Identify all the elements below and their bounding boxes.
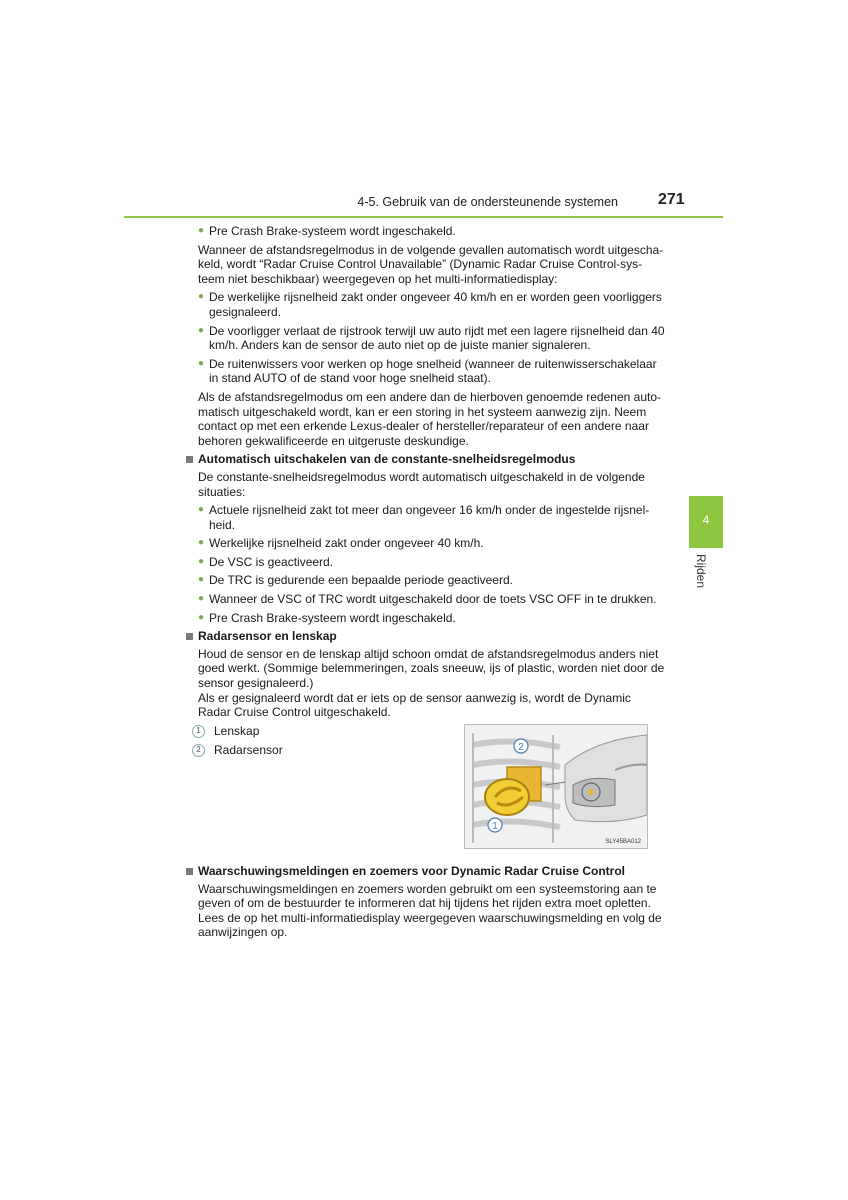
figure-code: SLY45BA012 [605,839,641,845]
paragraph: Wanneer de afstandsregelmodus in de volgende gevallen automatisch wordt uitgescha-keld, wordt “Radar Cruise Control Unavailable” (Dynamic Radar Cruise Control-sys-teem niet beschikbaar) weergegeven op het multi-informatiedisplay: [198,242,664,286]
callout-number: 1 [192,725,205,738]
section-heading: Waarschuwingsmeldingen en zoemers voor Dynamic Radar Cruise Control [186,864,666,879]
paragraph: Als de afstandsregelmodus om een andere dan de hierboven genoemde redenen auto-matisch uitgeschakeld wordt, kan er een storing in het systeem aanwezig zijn. Neem contact op met een erkende Lexus-dealer of hersteller/reparateur of een andere naar behoren gekwalificeerde en uitgeruste deskundige. [198,389,661,448]
section-heading: Radarsensor en lenskap [186,629,666,644]
list-item: ● Werkelijke rijsnelheid zakt onder ongeveer 40 km/h. [198,536,484,551]
square-bullet-icon [186,456,193,463]
callout-item: 1 Lenskap [192,724,666,739]
bullet-icon: ● [198,357,205,369]
page-number: 271 [658,191,685,208]
svg-text:2: 2 [518,742,524,753]
paragraph: Als er gesignaleerd wordt dat er iets op de sensor aanwezig is, wordt de Dynamic Radar Cruise Control uitgeschakeld. [198,690,631,720]
list-item: ● Actuele rijsnelheid zakt tot meer dan ongeveer 16 km/h onder de ingestelde rijsnel-heid. [198,503,650,532]
bullet-icon: ● [198,324,205,336]
list-item: ● Pre Crash Brake-systeem wordt ingeschakeld. [198,224,456,238]
paragraph: De constante-snelheidsregelmodus wordt automatisch uitgeschakeld in de volgende situaties: [198,469,645,499]
bullet-icon: ● [198,225,205,236]
paragraph: Waarschuwingsmeldingen en zoemers worden gebruikt om een systeemstoring aan te geven of om de bestuurder te informeren dat hij tijdens het rijden extra moet opletten. Lees de op het multi-informatiedisplay weergegeven waarschuwingsmelding en volg de aanwijzingen op. [198,881,662,940]
header-title: 4-5. Gebruik van de ondersteunende systemen [357,195,618,209]
bullet-icon: ● [198,537,205,549]
car-front-icon [465,725,647,848]
bullet-icon: ● [198,504,205,516]
list-item: ● Wanneer de VSC of TRC wordt uitgeschakeld door de toets VSC OFF in te drukken. [198,592,657,607]
callout-item: 2 Radarsensor [192,743,666,758]
bullet-icon: ● [198,593,205,605]
list-item: ● De VSC is geactiveerd. [198,554,334,569]
list-item: ● De TRC is gedurende een bepaalde periode geactiveerd. [198,573,513,588]
callout-number: 2 [192,744,205,757]
svg-text:1: 1 [492,821,498,832]
bullet-icon: ● [198,574,205,586]
bullet-icon: ● [198,611,205,623]
warning-section [186,862,666,944]
list-item: ● De voorligger verlaat de rijstrook terwijl uw auto rijdt met een lagere rijsnelheid dan 40 km/h. Anders kan de sensor de auto niet op de juiste manier signaleren. [198,323,665,353]
paragraph: Houd de sensor en de lenskap altijd schoon omdat de afstandsregelmodus anders niet goed werkt. (Sommige belemmeringen, zoals sneeuw, ijs of plastic, worden niet door de sensor gesignaleerd.) [198,646,665,691]
chapter-label: Rijden [694,554,708,589]
square-bullet-icon [186,868,193,875]
list-item: ● Pre Crash Brake-systeem wordt ingeschakeld. [198,610,456,625]
bullet-icon: ● [198,555,205,567]
radar-sensor-illustration [464,724,648,849]
list-item: ● De werkelijke rijsnelheid zakt onder ongeveer 40 km/h en er worden geen voorliggers gesignaleerd. [198,290,662,319]
bullet-icon: ● [198,291,205,303]
main-content [186,224,666,763]
chapter-tab: 4 [689,496,723,548]
section-heading: Automatisch uitschakelen van de constante-snelheidsregelmodus [186,452,666,467]
square-bullet-icon [186,633,193,640]
list-item: ● De ruitenwissers voor werken op hoge snelheid (wanneer de ruitenwisserschakelaar in stand AUTO of de stand voor hoge snelheid staat). [198,356,657,386]
header-rule [124,216,723,218]
